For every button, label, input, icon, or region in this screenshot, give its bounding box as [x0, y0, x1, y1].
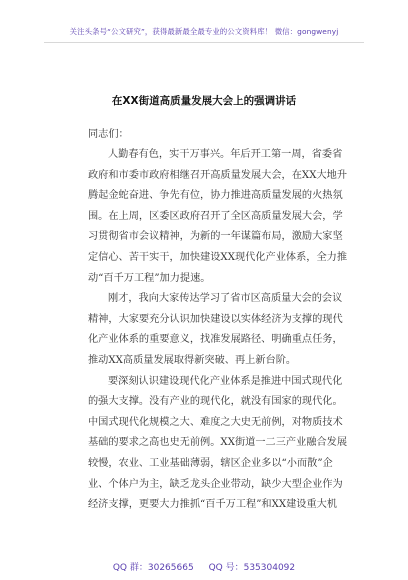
footer-qq-group: QQ 群：30265665	[112, 563, 194, 573]
paragraph-line: 的强大支撑。没有产业的现代化，就没有国家的现代化。	[88, 396, 343, 408]
footer-qq-number: QQ 号：535304092	[208, 563, 296, 573]
paragraph-line: 化产业体系的重要意义，找准发展路径、明确重点任务，	[88, 334, 343, 346]
paragraph-line: 政府和市委市政府相继召开高质量发展大会，在XX大地升	[88, 169, 348, 181]
paragraph-line: 定信心、苦干实干，加快建设XX现代化产业体系，全力推	[88, 251, 348, 263]
paragraph-line: 习贯彻省市会议精神，为新的一年谋篇布局，激励大家坚	[88, 231, 343, 243]
paragraph-line: 刚才，我向大家传达学习了省市区高质量大会的会议	[108, 293, 343, 305]
paragraph-line: 围。在上周，区委区政府召开了全区高质量发展大会，学	[88, 210, 343, 222]
header-watermark-note: 关注头条号“公文研究”，获得最新最全最专业的公文资料库！ 微信：gongwenyj	[69, 27, 339, 36]
footer-contact	[0, 560, 408, 573]
paragraph-line: 精神，大家要充分认识加快建设以实体经济为支撑的现代	[88, 313, 343, 325]
paragraph-line: 人勤春有色，实干万事兴。年后开工第一周，省委省	[108, 149, 343, 160]
salutation: 同志们：	[88, 129, 129, 140]
document-title: 在XX街道高质量发展大会上的强调讲话	[111, 95, 297, 107]
paragraph-line: 业、个体户为主，缺乏龙头企业带动，缺少大型企业作为	[88, 478, 343, 490]
paragraph-line: 推动XX高质量发展取得新突破、再上新台阶。	[88, 354, 297, 366]
header-divider	[44, 42, 364, 43]
paragraph-line: 较慢，农业、工业基础薄弱，辖区企业多以“小而散”企	[88, 457, 333, 469]
paragraph-line: 要深刻认识建设现代化产业体系是推进中国式现代化	[108, 375, 343, 387]
document-body	[88, 145, 348, 516]
paragraph-line: 腾起金蛇奋进、争先有位，协力推进高质量发展的火热氛	[88, 190, 343, 202]
paragraph-line: 动“百千万工程”加力提速。	[88, 272, 211, 284]
paragraph-line: 经济支撑，更要大力推抓“百千万工程”和XX建设重大机	[88, 499, 338, 511]
paragraph-line: 中国式现代化规模之大、难度之大史无前例，对物质技术	[88, 416, 343, 428]
paragraph-line: 基础的要求之高也史无前例。XX街道一二三产业融合发展	[88, 437, 348, 449]
